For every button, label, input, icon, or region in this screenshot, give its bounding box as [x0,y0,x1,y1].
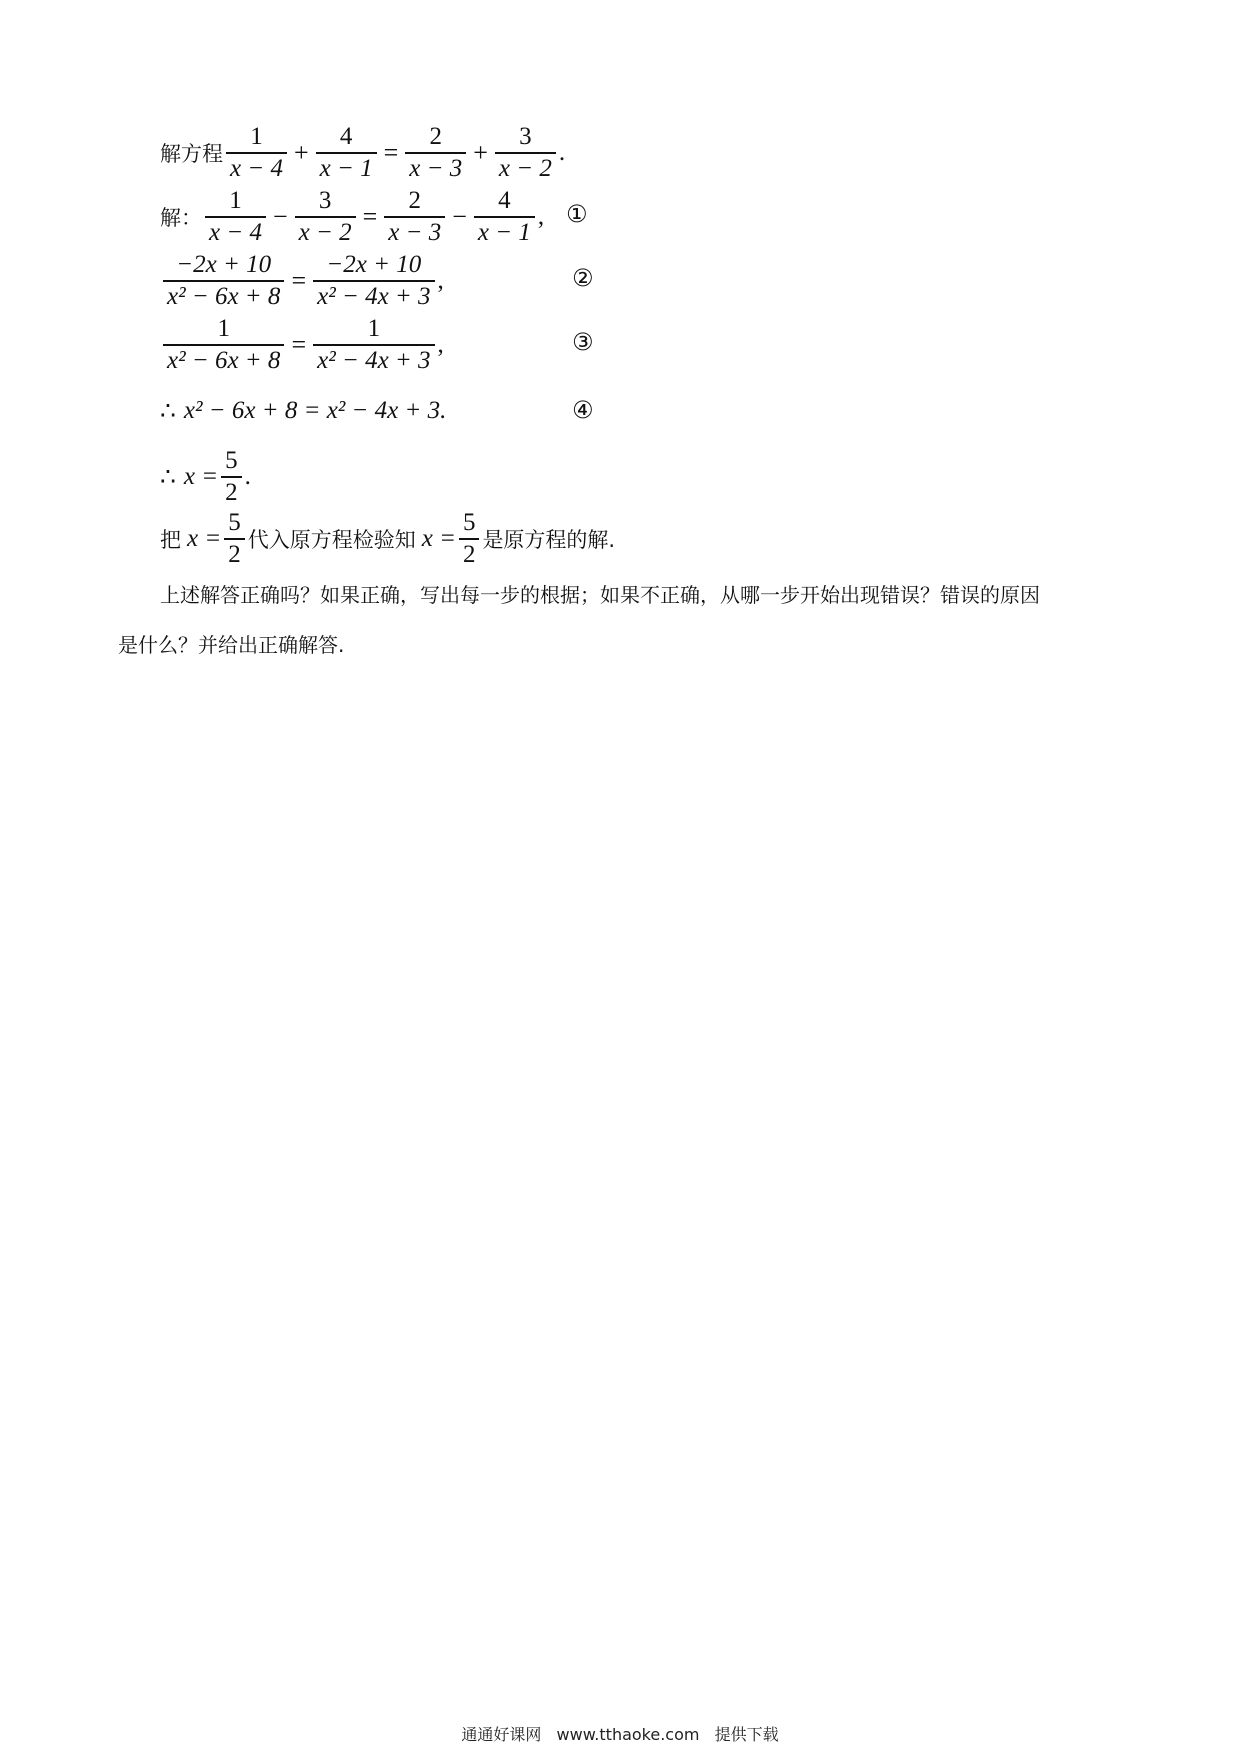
denominator: x − 1 [477,219,531,246]
numerator: 1 [367,315,381,342]
denominator: 2 [225,479,238,506]
footer-site-name: 通通好课网 [461,1725,542,1744]
denominator: x − 1 [319,155,373,182]
question-line-1: 上述解答正确吗？如果正确，写出每一步的根据；如果不正确，从哪一步开始出现错误？错误的原因 [160,583,1040,607]
denominator: x − 3 [388,219,442,246]
variable-x: x = [183,463,219,490]
comma: , [437,331,444,358]
footer-suffix: 提供下载 [714,1725,779,1744]
fraction [459,508,480,570]
denominator: x² − 4x + 3 [317,347,431,374]
denominator: x − 4 [230,155,283,182]
check-suffix: 是原方程的解. [482,528,616,552]
variable-x: x = [187,525,222,552]
page-footer [0,1722,1240,1745]
fraction [474,186,535,248]
numerator: 2 [408,187,422,214]
problem-intro: 解方程 [160,142,223,166]
fraction [163,314,284,376]
variable-x: x = [421,525,456,552]
numerator: −2x + 10 [176,251,272,278]
question-line-2: 是什么？并给出正确解答. [118,633,345,657]
operator: + [473,138,488,167]
operator: − [272,202,288,231]
equals-sign: = [291,266,307,295]
fraction [316,122,377,184]
solution-check [160,508,615,570]
fraction [295,186,356,248]
solution-step-3 [160,314,444,376]
comma: , [437,267,444,294]
numerator: 4 [498,187,511,214]
period: . [558,139,566,166]
numerator: 2 [429,123,443,150]
fraction [405,122,466,184]
fraction [163,250,284,312]
equals-sign: = [362,202,378,231]
fraction [221,446,242,508]
therefore-symbol: ∴ [160,464,176,491]
numerator: −2x + 10 [326,251,422,278]
numerator: 1 [229,187,242,214]
denominator: 2 [228,541,241,568]
numerator: 5 [225,447,238,474]
fraction [226,122,287,184]
footer-url[interactable]: www.tthaoke.com [556,1725,700,1744]
numerator: 4 [339,123,353,150]
fraction [313,250,434,312]
denominator: x − 2 [498,155,552,182]
equals-sign: = [383,138,399,167]
operator: + [293,138,309,167]
step-number-tag: ③ [572,328,594,356]
step-number-tag: ④ [572,396,594,424]
fraction [495,122,556,184]
period: . [244,463,251,490]
denominator: x − 2 [298,219,352,246]
problem-equation [160,122,565,184]
solution-step-4 [160,396,446,426]
therefore-symbol: ∴ [160,398,176,425]
check-prefix: 把 [160,528,181,552]
denominator: x − 4 [209,219,262,246]
check-middle-text: 代入原方程检验知 [247,528,416,552]
solution-step-2 [160,250,444,312]
numerator: 1 [217,315,230,342]
denominator: x − 3 [409,155,463,182]
step-number-tag: ① [566,200,588,228]
numerator: 3 [318,187,332,214]
equation-expression: x² − 6x + 8 = x² − 4x + 3. [183,397,447,424]
operator: − [452,202,467,231]
equals-sign: = [291,330,307,359]
denominator: x² − 6x + 8 [167,347,281,374]
solution-label: 解： [160,206,202,230]
step-number-tag: ② [572,264,594,292]
solution-step-1 [160,186,544,248]
fraction [384,186,445,248]
numerator: 5 [462,509,476,536]
denominator: 2 [462,541,476,568]
question-paragraph [118,570,1128,670]
comma: , [537,203,545,230]
numerator: 5 [228,509,241,536]
denominator: x² − 6x + 8 [167,283,281,310]
fraction [313,314,434,376]
denominator: x² − 4x + 3 [317,283,431,310]
solution-step-5 [160,446,251,508]
fraction [224,508,245,570]
numerator: 3 [519,123,532,150]
fraction [205,186,266,248]
numerator: 1 [250,123,263,150]
